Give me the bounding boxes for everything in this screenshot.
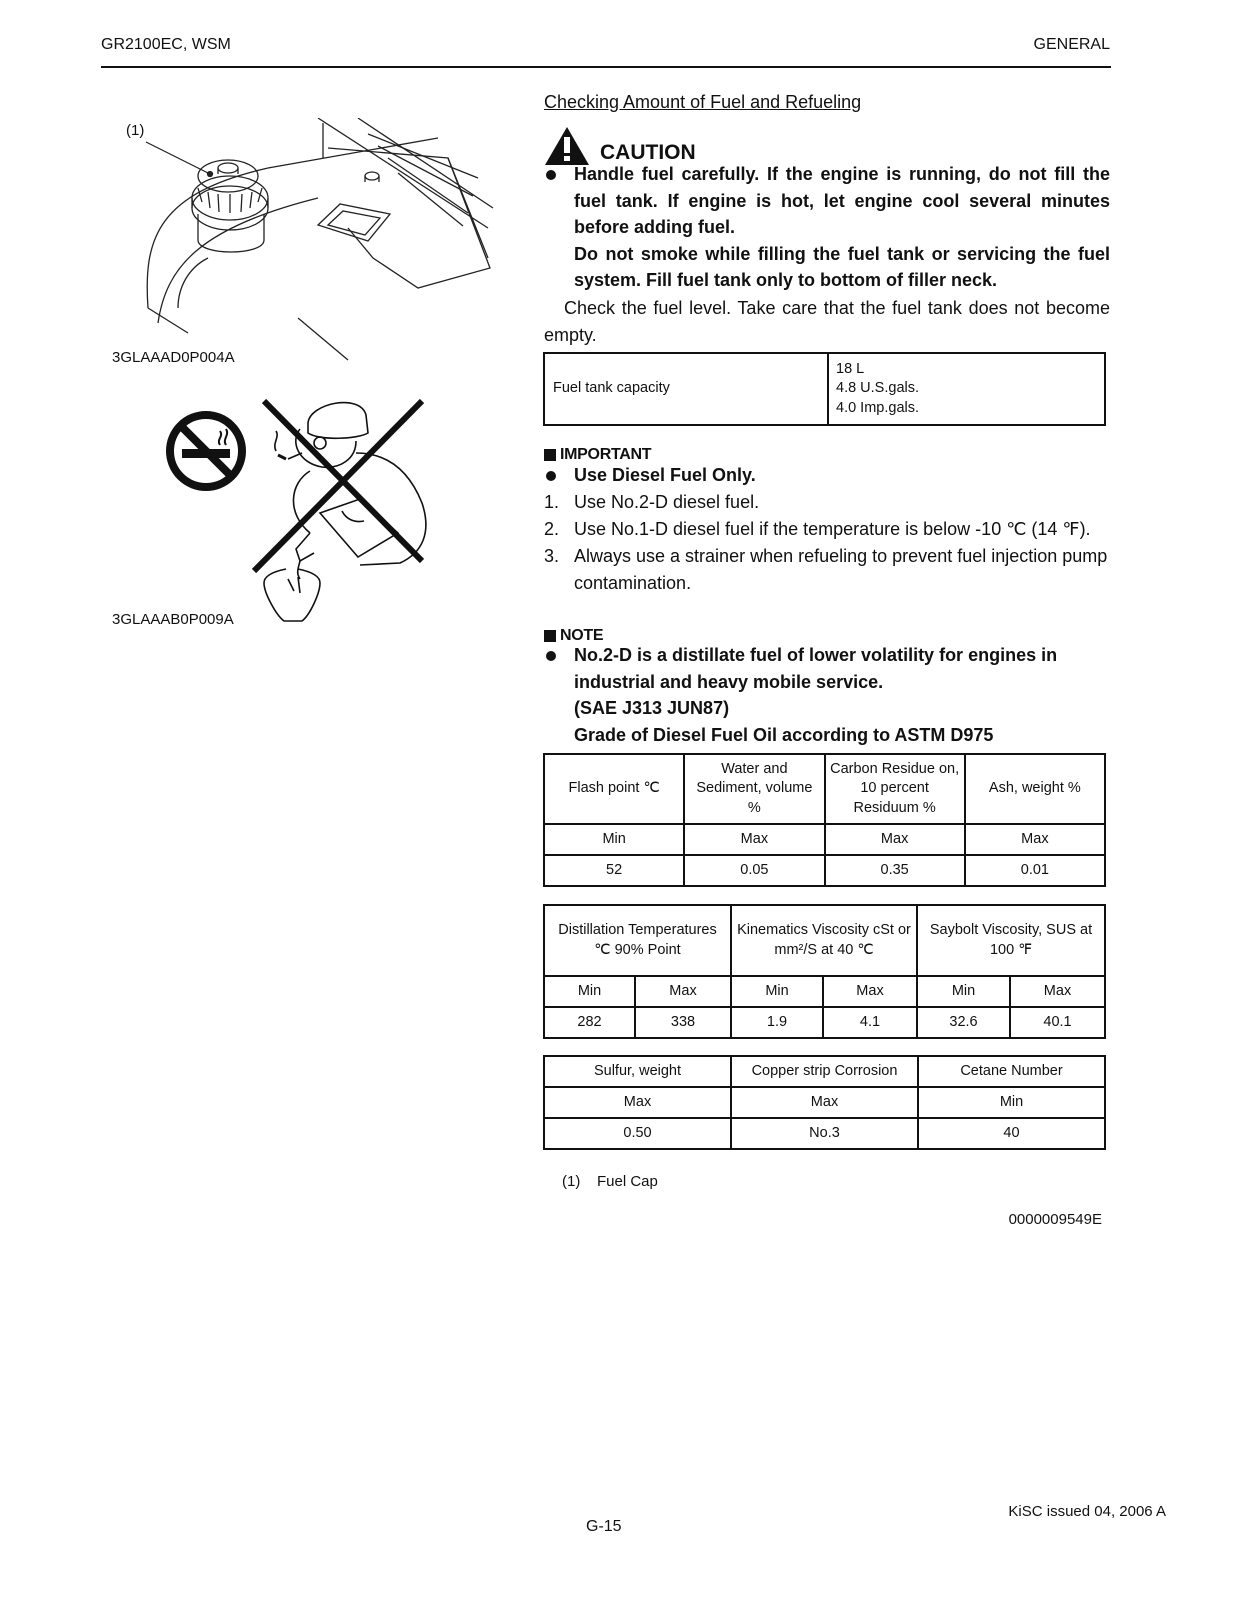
table-cell: 0.50 <box>544 1118 731 1149</box>
list-number: 1. <box>544 492 560 512</box>
list-text: Use No.2-D diesel fuel. <box>574 492 760 512</box>
table-cell: Max <box>825 824 965 855</box>
table-header: Copper strip Corrosion <box>731 1056 918 1087</box>
legend-number: (1) <box>562 1173 581 1190</box>
list-number: 2. <box>544 519 560 539</box>
table-cell: 32.6 <box>917 1007 1010 1038</box>
capacity-values <box>828 353 1105 425</box>
section-title: Checking Amount of Fuel and Refueling <box>544 92 862 112</box>
table-header: Ash, weight % <box>965 754 1105 824</box>
fuel-cap-figure <box>118 118 498 368</box>
table-cell: Max <box>965 824 1105 855</box>
table-cell: Min <box>918 1087 1105 1118</box>
fuel-capacity-table <box>543 352 1106 426</box>
figure-id-2: 3GLAAAB0P009A <box>112 611 234 628</box>
figure-id-1: 3GLAAAD0P004A <box>112 349 235 366</box>
astm-table-2 <box>543 904 1106 1039</box>
table-cell: Max <box>823 976 917 1007</box>
figure-callout-1: (1) <box>126 122 145 139</box>
table-cell: No.3 <box>731 1118 918 1149</box>
square-bullet-icon <box>544 630 556 642</box>
square-bullet-icon <box>544 449 556 461</box>
bullet-icon <box>546 471 556 481</box>
note-text-1: No.2-D is a distillate fuel of lower volatility for engines in industrial and heavy mobile service. <box>574 645 1058 692</box>
header-section: GENERAL <box>1033 36 1110 53</box>
caution-text-1: Handle fuel carefully. If the engine is running, do not fill the fuel tank. If engine is hot, let engine cool several minutes before adding fuel. <box>574 164 1110 237</box>
table-cell: 1.9 <box>731 1007 823 1038</box>
legend-text: Fuel Cap <box>597 1173 658 1190</box>
important-list <box>544 489 1110 597</box>
document-code: 0000009549E <box>1008 1211 1102 1228</box>
table-header: Sulfur, weight <box>544 1056 731 1087</box>
note-text-3: Grade of Diesel Fuel Oil according to ASTM D975 <box>574 724 994 745</box>
table-cell: 40 <box>918 1118 1105 1149</box>
table-cell: 52 <box>544 855 684 886</box>
caution-text-2: Do not smoke while filling the fuel tank or servicing the fuel system. Fill fuel tank only to bottom of filler neck. <box>574 243 1110 290</box>
table-header: Flash point ℃ <box>544 754 684 824</box>
list-number: 3. <box>544 546 560 566</box>
issue-info: KiSC issued 04, 2006 A <box>1008 1503 1166 1520</box>
caution-heading <box>544 122 696 166</box>
table-header: Saybolt Viscosity, SUS at 100 ℉ <box>917 905 1105 976</box>
table-cell: 0.35 <box>825 855 965 886</box>
page-number: G-15 <box>586 1518 622 1535</box>
table-header: Carbon Residue on, 10 percent Residuum % <box>825 754 965 824</box>
fuel-cap-illustration-icon <box>118 118 498 368</box>
table-header: Distillation Temperatures ℃ 90% Point <box>544 905 731 976</box>
table-cell: 0.05 <box>684 855 824 886</box>
note-bullet <box>544 642 1110 748</box>
table-cell: Min <box>917 976 1010 1007</box>
header-model: GR2100EC, WSM <box>101 36 231 53</box>
note-label: NOTE <box>560 627 604 644</box>
table-cell: Min <box>731 976 823 1007</box>
astm-table-1 <box>543 753 1106 887</box>
table-cell: Max <box>731 1087 918 1118</box>
table-cell: 4.1 <box>823 1007 917 1038</box>
table-cell: Min <box>544 976 635 1007</box>
table-header: Kinematics Viscosity cSt or mm²/S at 40 ℃ <box>731 905 917 976</box>
table-cell: 40.1 <box>1010 1007 1105 1038</box>
important-bullet <box>544 462 1110 489</box>
important-bullet-text: Use Diesel Fuel Only. <box>574 465 756 485</box>
no-smoking-refuel-icon <box>160 393 440 623</box>
table-cell: Min <box>544 824 684 855</box>
list-item <box>544 489 1110 516</box>
no-smoking-figure <box>160 393 440 623</box>
note-text-2: (SAE J313 JUN87) <box>574 698 730 718</box>
table-cell: Max <box>635 976 731 1007</box>
warning-triangle-icon <box>544 126 590 166</box>
astm-table-3 <box>543 1055 1106 1150</box>
table-cell: Max <box>1010 976 1105 1007</box>
table-header: Cetane Number <box>918 1056 1105 1087</box>
bullet-icon <box>546 651 556 661</box>
capacity-label: Fuel tank capacity <box>544 353 828 425</box>
table-cell: 338 <box>635 1007 731 1038</box>
list-text: Use No.1-D diesel fuel if the temperature is below -10 ℃ (14 ℉). <box>574 519 1091 539</box>
capacity-imp-gals: 4.0 Imp.gals. <box>836 399 920 416</box>
list-item <box>544 516 1110 543</box>
capacity-liters: 18 L <box>836 360 865 377</box>
capacity-us-gals: 4.8 U.S.gals. <box>836 380 920 397</box>
caution-label: CAUTION <box>600 141 696 164</box>
list-item <box>544 543 1110 597</box>
header-rule <box>101 66 1111 68</box>
table-cell: Max <box>544 1087 731 1118</box>
check-fuel-text: Check the fuel level. Take care that the fuel tank does not become empty. <box>544 298 1110 345</box>
table-header: Water and Sediment, volume % <box>684 754 824 824</box>
bullet-icon <box>546 170 556 180</box>
table-cell: 282 <box>544 1007 635 1038</box>
important-label: IMPORTANT <box>560 446 652 463</box>
table-cell: Max <box>684 824 824 855</box>
list-text: Always use a strainer when refueling to prevent fuel injection pump contamination. <box>574 546 1108 593</box>
table-cell: 0.01 <box>965 855 1105 886</box>
caution-bullet <box>544 161 1110 294</box>
